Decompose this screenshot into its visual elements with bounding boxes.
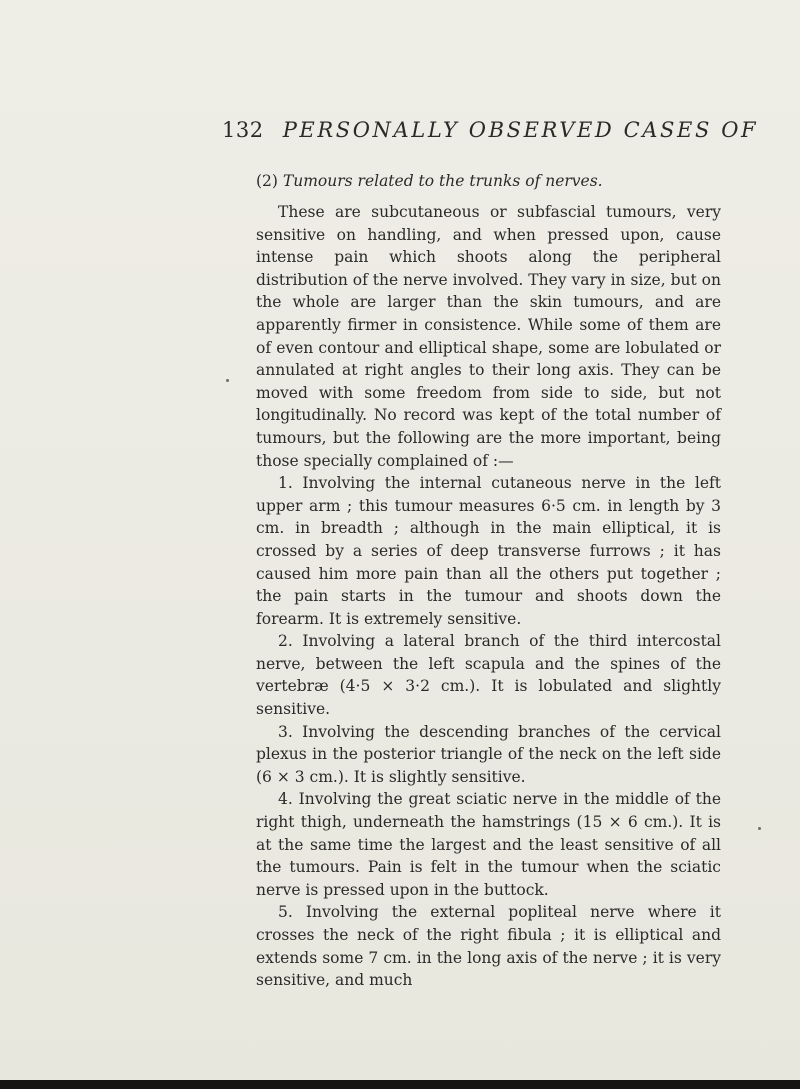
print-speck	[758, 827, 761, 830]
paragraph-item-4: 4. Involving the great sciatic nerve in the middle of the right thigh, underneath the hamstrings (15 × 6 cm.). It is at the same time the largest and the least sensitive of all the tumours. Pain is felt in the tumour when the sciatic nerve is pressed upon in the buttock.	[256, 790, 721, 899]
section-heading	[256, 172, 603, 190]
scan-edge-band	[0, 1080, 800, 1089]
running-head	[222, 118, 759, 148]
section-number: (2)	[256, 172, 278, 190]
running-head-title: PERSONALLY OBSERVED CASES OF	[282, 118, 759, 142]
paragraph-item-1: 1. Involving the internal cutaneous nerve in the left upper arm ; this tumour measures 6·5 cm. in length by 3 cm. in breadth ; although in the main elliptical, it is crossed by a series of deep transverse furrows ; it has caused him more pain than all the others put together ; the pain starts in the tumour and shoots down the forearm. It is extremely sensitive.	[256, 474, 721, 628]
body-text	[256, 201, 721, 992]
paragraph-item-5: 5. Involving the external popliteal nerve where it crosses the neck of the right fibula ; it is elliptical and extends some 7 cm. in the long axis of the nerve ; it is very sensitive, and much	[256, 903, 721, 990]
print-speck	[226, 379, 229, 382]
section-title: Tumours related to the trunks of nerves.	[282, 172, 603, 190]
page-number: 132	[222, 118, 264, 142]
paragraph-item-3: 3. Involving the descending branches of the cervical plexus in the posterior triangle of the neck on the left side (6 × 3 cm.). It is slightly sensitive.	[256, 722, 721, 786]
paragraph-item-2: 2. Involving a lateral branch of the third intercostal nerve, between the left scapula and the spines of the vertebræ (4·5 × 3·2 cm.). It is lobulated and slightly sensitive.	[256, 632, 721, 719]
paragraph-intro: These are subcutaneous or subfascial tumours, very sensitive on handling, and when pressed upon, cause intense pain which shoots along the peripheral distribution of the nerve involved. They vary in size, but on the whole are larger than the skin tumours, and are apparently firmer in consistence. While some of them are of even contour and elliptical shape, some are lobulated or annulated at right angles to their long axis. They can be moved with some freedom from side to side, but not longitudinally. No record was kept of the total number of tumours, but the following are the more important, being those specially complained of :—	[256, 203, 721, 470]
